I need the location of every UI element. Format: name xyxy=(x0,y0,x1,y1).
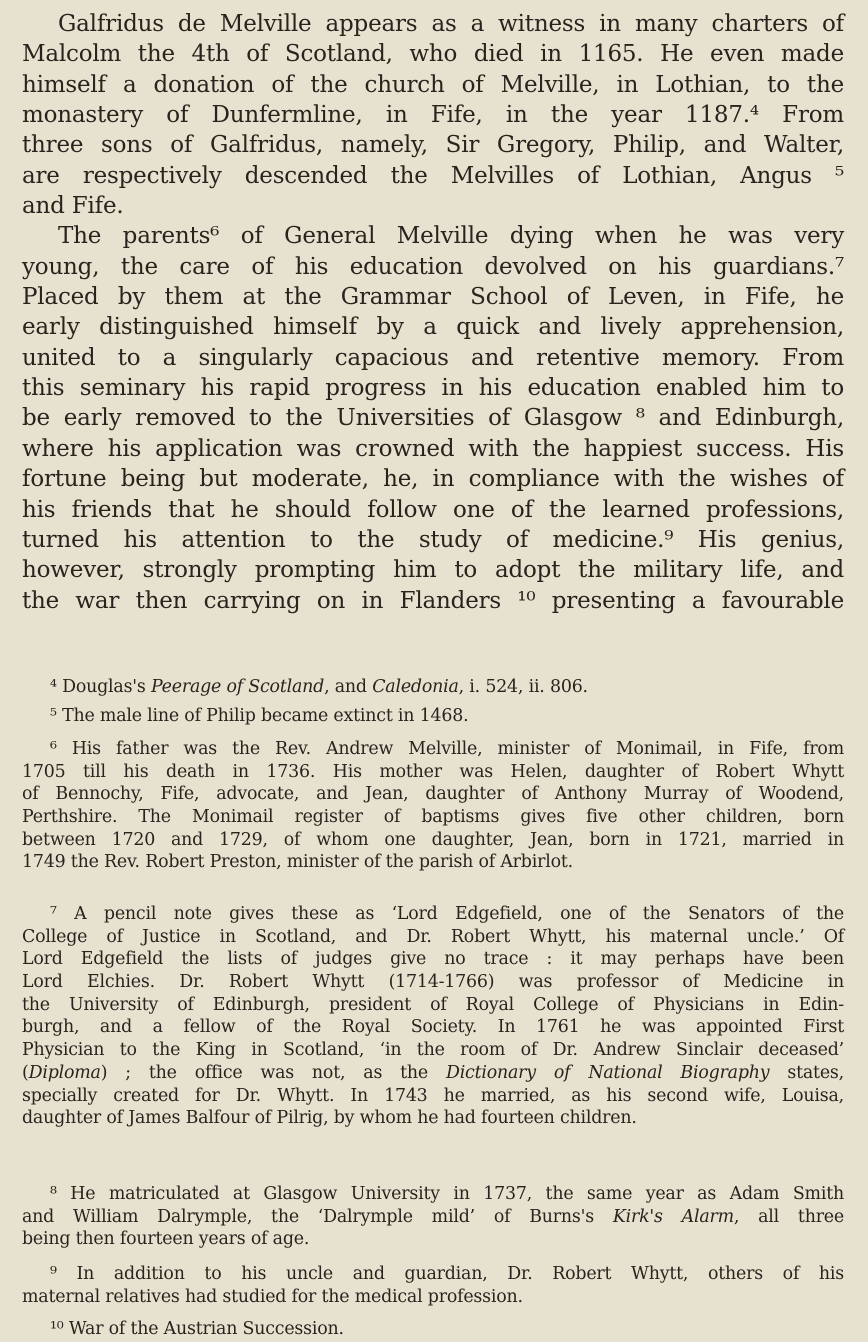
text-segment: Perthshire. The Monimail register of baptisms gives five other children, born xyxy=(22,807,844,828)
text-segment: , all three xyxy=(733,1206,844,1227)
text-segment: maternal relatives had studied for the medical profession. xyxy=(22,1286,523,1307)
text-segment: daughter of James Balfour of Pilrig, by whom he had fourteen children. xyxy=(22,1108,637,1129)
text-line: The parents⁶ of General Melville dying when he was very xyxy=(58,223,844,250)
text-segment: of Bennochy, Fife, advocate, and Jean, daughter of Anthony Murray of Woodend, xyxy=(22,784,844,805)
text-segment: burgh, and a fellow of the Royal Society. In 1761 he was appointed First xyxy=(22,1017,844,1038)
text-segment: ⁴ Douglas's xyxy=(50,677,151,697)
text-line: three sons of Galfridus, namely, Sir Gregory, Philip, and Walter, xyxy=(22,132,844,159)
paragraph xyxy=(22,9,844,221)
footnote-line xyxy=(22,705,844,728)
text-line: Malcolm the 4th of Scotland, who died in 1165. He even made xyxy=(22,41,844,68)
footnote-line xyxy=(22,1107,844,1130)
text-segment: specially created for Dr. Whytt. In 1743 he married, as his second wife, Louisa, xyxy=(22,1085,844,1106)
text-segment: ( xyxy=(22,1062,29,1083)
text-segment: ⁶ His father was the Rev. Andrew Melville, minister of Monimail, in Fife, from xyxy=(50,739,844,759)
text-segment: ) ; the office was not, as the xyxy=(100,1062,446,1083)
italic-title: Diploma xyxy=(28,1062,101,1083)
footnote-line xyxy=(22,738,844,761)
text-line: turned his attention to the study of medicine.⁹ His genius, xyxy=(22,526,844,553)
text-segment: , i. 524, ii. 806. xyxy=(458,677,588,697)
text-line: however, strongly prompting him to adopt the military life, and xyxy=(22,557,844,584)
text-segment: between 1720 and 1729, of whom one daughter, Jean, born in 1721, married in xyxy=(22,829,844,850)
text-segment: ¹⁰ War of the Austrian Succession. xyxy=(50,1319,344,1339)
footnote-line xyxy=(22,903,844,926)
italic-title: Kirk's Alarm xyxy=(612,1206,734,1227)
footnote-line xyxy=(22,1263,844,1286)
text-segment: 1705 till his death in 1736. His mother was Helen, daughter of Robert Whytt xyxy=(22,761,844,782)
footnote-line xyxy=(22,1228,844,1251)
footnote-line xyxy=(22,761,844,784)
footnote-line xyxy=(22,926,844,949)
paragraph xyxy=(22,221,844,615)
footnote xyxy=(22,1318,844,1341)
footnote-line xyxy=(22,806,844,829)
footnote-line xyxy=(22,971,844,994)
text-segment: Lord Elchies. Dr. Robert Whytt (1714-1766) was professor of Medicine in xyxy=(22,972,844,993)
text-segment: Lord Edgefield the lists of judges give no trace : it may perhaps have been xyxy=(22,949,844,970)
italic-title: Peerage of Scotland xyxy=(150,677,325,697)
footnote-line xyxy=(22,851,844,874)
text-line: Galfridus de Melville appears as a witness in many charters of xyxy=(58,11,844,37)
footnote-line xyxy=(22,783,844,806)
main-text xyxy=(22,9,844,616)
footnote-line xyxy=(22,994,844,1017)
text-segment: states, xyxy=(769,1062,844,1083)
footnote-line xyxy=(22,676,844,699)
footnote-line xyxy=(22,1206,844,1229)
footnote xyxy=(22,1183,844,1251)
text-line: this seminary his rapid progress in his education enabled him to xyxy=(22,375,844,402)
text-line: are respectively descended the Melvilles of Lothian, Angus ⁵ xyxy=(22,162,844,189)
footnote-line xyxy=(22,948,844,971)
text-segment: being then fourteen years of age. xyxy=(22,1229,310,1250)
italic-title: Dictionary of National Biography xyxy=(445,1062,770,1083)
text-segment: Physician to the King in Scotland, ‘in the room of Dr. Andrew Sinclair deceased’ xyxy=(22,1040,844,1061)
text-line: and Fife. xyxy=(22,193,124,220)
footnote-line xyxy=(22,1085,844,1108)
text-line: monastery of Dunfermline, in Fife, in the year 1187.⁴ From xyxy=(22,102,844,129)
footnote-line xyxy=(22,1286,844,1309)
footnote-line xyxy=(22,1039,844,1062)
footnote-line xyxy=(22,829,844,852)
text-segment: ⁸ He matriculated at Glasgow University in 1737, the same year as Adam Smith xyxy=(50,1184,844,1204)
footnote xyxy=(22,1263,844,1308)
text-line: fortune being but moderate, he, in compliance with the wishes of xyxy=(22,466,844,493)
text-line: Placed by them at the Grammar School of Leven, in Fife, he xyxy=(22,284,844,311)
text-line: young, the care of his education devolved on his guardians.⁷ xyxy=(22,253,844,280)
footnote xyxy=(22,676,844,699)
text-segment: 1749 the Rev. Robert Preston, minister of the parish of Arbirlot. xyxy=(22,852,573,873)
footnote-line xyxy=(22,1318,844,1341)
text-line: the war then carrying on in Flanders ¹⁰ presenting a favourable xyxy=(22,587,844,614)
footnote xyxy=(22,738,844,874)
text-line: where his application was crowned with the happiest success. His xyxy=(22,435,844,462)
footnote-line xyxy=(22,1183,844,1206)
text-line: himself a donation of the church of Melville, in Lothian, to the xyxy=(22,71,844,98)
footnote-line xyxy=(22,1062,844,1085)
footnote xyxy=(22,903,844,1130)
text-segment: , and xyxy=(324,677,373,697)
text-line: united to a singularly capacious and retentive memory. From xyxy=(22,344,844,371)
text-segment: ⁹ In addition to his uncle and guardian, Dr. Robert Whytt, others of his xyxy=(50,1264,844,1284)
text-line: early distinguished himself by a quick and lively apprehension, xyxy=(22,314,844,341)
text-segment: the University of Edinburgh, president of Royal College of Physicians in Edin- xyxy=(22,994,844,1015)
footnote-line xyxy=(22,1016,844,1039)
text-segment: ⁵ The male line of Philip became extinct in 1468. xyxy=(50,706,469,726)
text-segment: ⁷ A pencil note gives these as ‘Lord Edgefield, one of the Senators of the xyxy=(50,904,844,924)
text-segment: College of Justice in Scotland, and Dr. Robert Whytt, his maternal uncle.’ Of xyxy=(22,926,844,947)
footnote xyxy=(22,705,844,728)
text-line: his friends that he should follow one of the learned professions, xyxy=(22,496,844,523)
text-segment: and William Dalrymple, the ‘Dalrymple mild’ of Burns's xyxy=(22,1206,613,1227)
text-line: be early removed to the Universities of Glasgow ⁸ and Edinburgh, xyxy=(22,405,844,432)
italic-title: Caledonia xyxy=(372,677,459,697)
